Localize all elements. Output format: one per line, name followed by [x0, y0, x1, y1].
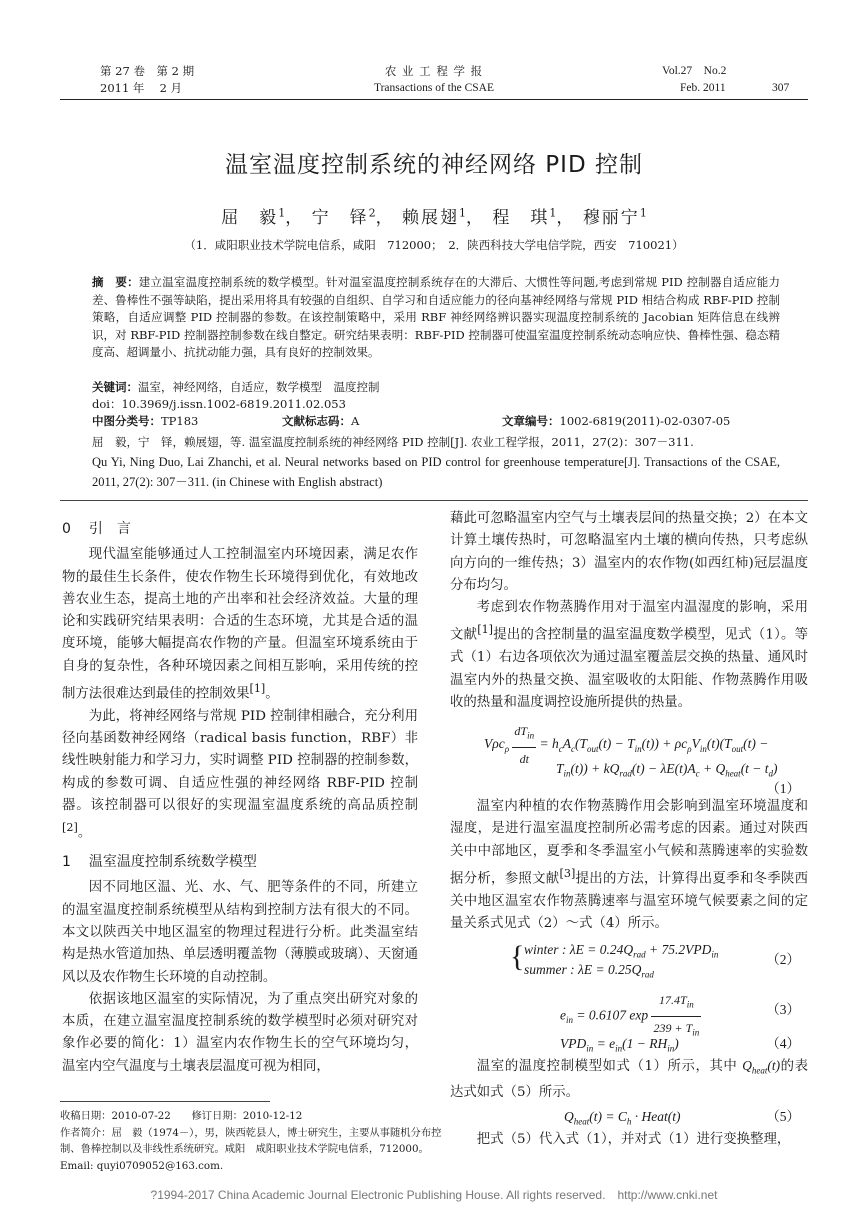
paragraph: 温室的温度控制模型如式（1）所示，其中 $Q_{heat}(t)$的表达式如式（5）所示。 [450, 1058, 809, 1101]
reference-mark: [2] [62, 821, 78, 835]
section-number: 1 [62, 854, 71, 871]
footnote-rule [60, 1101, 270, 1102]
reference-mark: [3] [559, 867, 576, 881]
author-sup: 1 [459, 206, 466, 220]
equation-2: { winter : $\lambda E = 0.24Q_{rad} + 75.2VPD_{in}$ summer : $\lambda E = 0.25Q_{rad}$ （2） [510, 940, 800, 981]
reference-mark: [1] [249, 682, 266, 696]
header-rule [60, 99, 808, 100]
abstract [92, 274, 780, 362]
equation-number: （1） [766, 781, 800, 797]
keywords-label: 关键词： [92, 380, 138, 394]
author-list: 屈 毅$^1$， 宁 铎$^2$， 赖展翅$^1$， 程 琪$^1$， 穆丽宁$^1$ [221, 206, 647, 228]
author-name: 屈 毅 [221, 208, 279, 228]
citation [92, 432, 780, 492]
header-date-cn: 2011 年 2 月 [100, 81, 183, 95]
paragraph: 因不同地区温、光、水、气、肥等条件的不同，所建立的温室温度控制系统模型从结构到控制方法有很大的不同。本文以陕西关中地区温室的物理过程进行分析。此类温室结构是热水管道加热、单层透明覆盖物（薄膜或玻璃）、天窗通风以及农作物生长环境的自动控制。 [62, 880, 418, 985]
author-name: 穆丽宁 [582, 208, 640, 228]
author-sup: 1 [278, 206, 286, 220]
clc-value: TP183 [161, 414, 199, 428]
header-page-number: 307 [772, 82, 790, 94]
paragraph: 温室内种植的农作物蒸腾作用会影响到温室环境温度和湿度，是进行温室温度控制所必需考虑的因素。通过对陕西关中中部地区，夏季和冬季温室小气候和蒸腾速率的实验数据分析，参照文献[3]提出的方法，计算得出夏季和冬季陕西关中地区温室农作物蒸腾速率与温室环境气候要素之间的定量关系式见式（2）～式（4）所示。 [450, 799, 808, 932]
doc-code-value: A [351, 414, 360, 428]
equation-3: $e_{in} = 0.6107$ exp $\frac{17.4T_{in}}{239 + T_{in}}$ （3） [450, 987, 808, 1031]
clc-label: 中图分类号： [92, 414, 161, 428]
paragraph: 考虑到农作物蒸腾作用对于温室内温湿度的影响，采用文献[1]提出的含控制量的温室温度数学模型，见式（1）。等式（1）右边各项依次为通过温室覆盖层交换的热量、通风时温室内外的热量交换、温室吸收的太阳能、作物蒸腾作用吸收的热量和温度调控设施所提供的热量。 [450, 600, 808, 710]
paragraph: 把式（5）代入式（1），并对式（1）进行变换整理， [476, 1131, 791, 1147]
author-sup: 1 [639, 206, 647, 220]
section-heading [62, 851, 418, 873]
header-journal-cn: 农 业 工 程 学 报 [384, 64, 484, 78]
doc-code-label: 文献标志码： [282, 414, 351, 428]
header-volume-cn: 第 27 卷 第 2 期 [100, 64, 195, 78]
equation-number: （5） [766, 1108, 800, 1124]
equation-5: $Q_{heat}(t) = C_h$ · Heat(t) （5） [450, 1105, 808, 1129]
author-sup: 2 [368, 206, 376, 220]
abstract-separator [60, 500, 808, 501]
left-column [62, 512, 418, 1078]
footnote-author: 作者简介：屈 毅（1974－），男，陕西乾县人，博士研究生，主要从事随机分布控制、鲁棒控制以及非线性系统研究。咸阳 咸阳职业技术学院电信系，712000。Email: quyi0709052@163.com. [60, 1126, 442, 1172]
footnote-received: 收稿日期：2010-07-22 修订日期：2010-12-12 [60, 1110, 303, 1122]
paragraph: 藉此可忽略温室内空气与土壤表层间的热量交换；2）在本文计算土壤传热时，可忽略温室内土壤的横向传热，只考虑纵向方向的一维传热；3）温室内的农作物(如西红柿)冠层温度分布均匀。 [450, 511, 808, 593]
copyright-footer: ?1994-2017 China Academic Journal Electronic Publishing House. All rights reserved. http://www.cnki.net [150, 1188, 718, 1202]
citation-cn: 屈 毅，宁 铎，赖展翅，等. 温室温度控制系统的神经网络 PID 控制[J]. 农业工程学报，2011，27(2)：307－311. [92, 435, 694, 449]
keywords-text: 温室，神经网络，自适应，数学模型 温度控制 [138, 380, 380, 394]
article-no-label: 文章编号： [502, 414, 560, 428]
affiliation: （1．咸阳职业技术学院电信系，咸阳 712000； 2．陕西科技大学电信学院，西安 710021） [184, 238, 684, 252]
equation-4: $VPD_{in} = e_{in}(1 - RH_{in})$ （4） [450, 1031, 808, 1055]
equation-number: （3） [766, 1002, 800, 1018]
equation-number: （4） [766, 1036, 800, 1052]
section-heading [62, 518, 418, 540]
paragraph: 依据该地区温室的实际情况，为了重点突出研究对象的本质，在建立温室温度控制系统的数学模型时必须对研究对象作必要的简化：1）温室内农作物生长的空气环境均匀，温室内空气温度与土壤表层温度可视为相同， [62, 991, 418, 1074]
doi: doi：10.3969/j.issn.1002-6819.2011.02.053 [92, 397, 346, 411]
footnote [60, 1108, 450, 1174]
article-no-value: 1002-6819(2011)-02-0307-05 [559, 414, 731, 428]
abstract-label: 摘 要： [92, 275, 139, 289]
header-date-en: Feb. 2011 [680, 82, 726, 94]
section-title: 引 言 [88, 521, 131, 537]
section-title: 温室温度控制系统数学模型 [88, 854, 257, 871]
citation-en: Qu Yi, Ning Duo, Lai Zhanchi, et al. Neural networks based on PID control for greenhouse temperature[J]. Transactions of the CSAE, 2011, 27(2): 307－311. (in Chinese with English abstract) [92, 455, 780, 489]
reference-mark: [1] [477, 623, 494, 637]
section-number: 0 [62, 521, 71, 537]
header-volume-en: Vol.27 No.2 [662, 65, 727, 77]
equation-1: Vρc$_\rho$ $\frac{dT_{in}}{dt}$ = $h_cA_c(T_{out}(t) - T_{in}(t)) + \rho c_\rho V_{in}(t)(T_{out}(t)$ − $T_{in}(t)) + kQ_{rad}(t) - \lambda E(t)A_c + Q_{heat}(t - t_d)$ （1） [450, 716, 808, 796]
author-name: 宁 铎 [311, 208, 369, 228]
classification-row [92, 413, 792, 430]
paper-title: 温室温度控制系统的神经网络 PID 控制 [225, 152, 643, 178]
header-journal-en: Transactions of the CSAE [373, 82, 494, 94]
author-name: 赖展翅 [402, 208, 459, 228]
author-name: 程 琪 [492, 208, 550, 228]
keywords [92, 379, 792, 396]
paragraph: 为此，将神经网络与常规 PID 控制律相融合，充分利用径向基函数神经网络（radical basis function，RBF）非线性映射能力和学习力，实时调整 PID 控制器的控制参数，构成的参数可调、自适应性强的神经网络 RBF-PID 控制器。该控制器可以很好的实现温室温度系统的高品质控制[2]。 [62, 708, 418, 841]
right-column [450, 508, 808, 1151]
author-sup: 1 [549, 206, 557, 220]
abstract-text: 建立温室温度控制系统的数学模型。针对温室温度控制系统存在的大滞后、大惯性等问题,考虑到常规 PID 控制器自适应能力差、鲁棒性不强等缺陷，提出采用将具有较强的自组织、自学习和自适应能力的径向基神经网络与常规 PID 相结合构成 RBF-PID 控制策略，自适应调整 PID 控制器的参数。在该控制策略中，采用 RBF 神经网络辨识器实现温度控制系统的 Jacobian 矩阵信息在线辨识，对 RBF-PID 控制器控制参数在线自整定。研究结果表明：RBF-PID 控制器可使温室温度控制系统动态响应快、鲁棒性强、稳态精度高、超调量小、抗扰动能力强，具有良好的控制效果。 [92, 275, 780, 360]
paragraph: 现代温室能够通过人工控制温室内环境因素，满足农作物的最佳生长条件，使农作物生长环境得到优化，有效地改善农业生态，提高土地的产出率和社会经济效益。大量的理论和实践研究结果表明：合适的生态环境，尤其是合适的温度环境，能够大幅提高农作物的产量。但温室环境系统由于自身的复杂性，各种环境因素之间相互影响，采用传统的控制方法很难达到最佳的控制效果[1]。 [62, 547, 418, 702]
equation-number: （2） [766, 952, 800, 968]
